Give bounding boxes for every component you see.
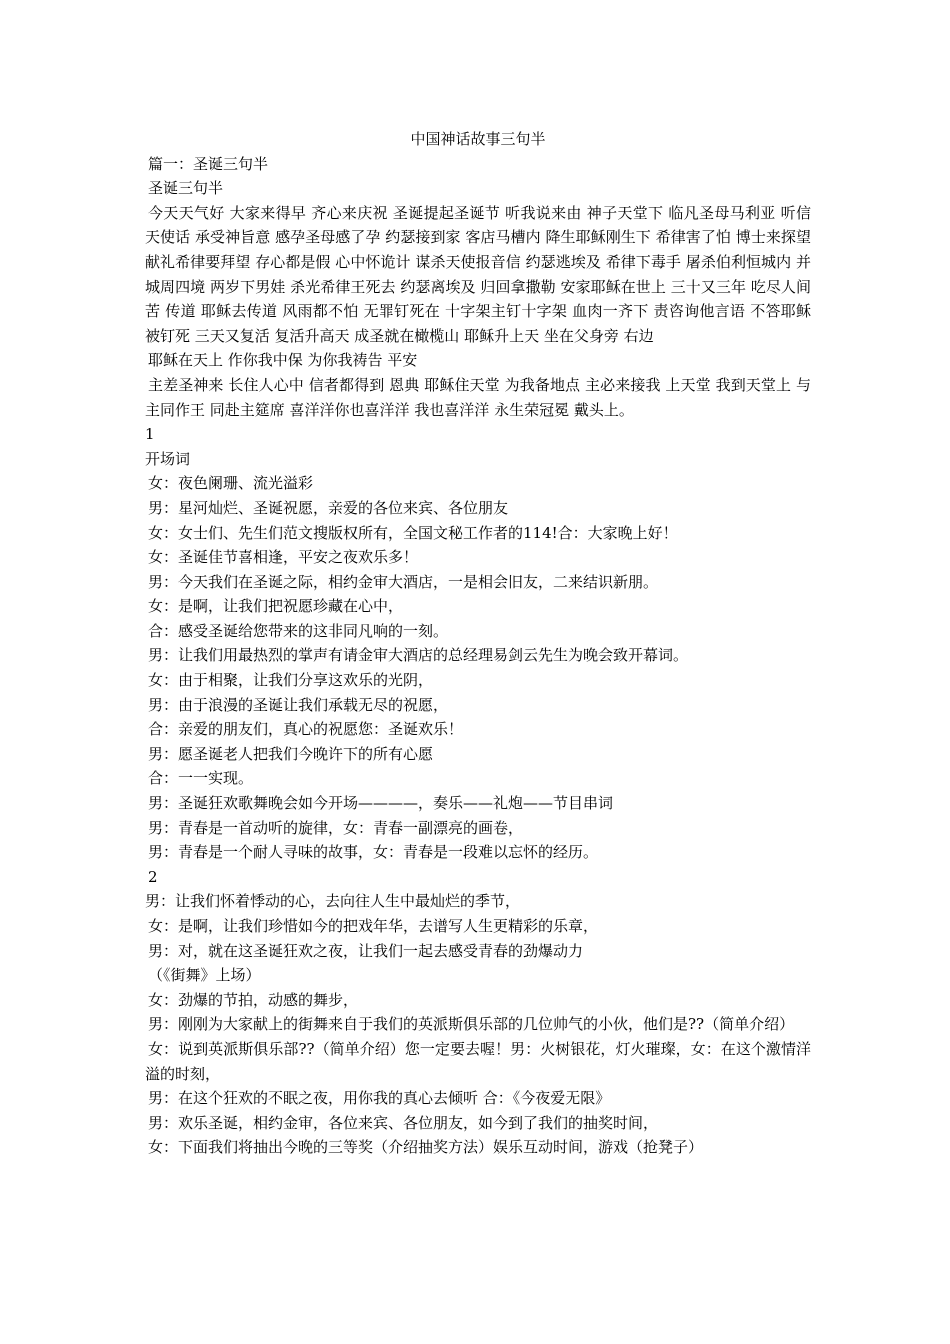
- paragraph: 男：欢乐圣诞，相约金审，各位来宾、各位朋友，如今到了我们的抽奖时间，: [148, 1113, 659, 1132]
- paragraph: 2: [148, 867, 158, 886]
- paragraph: 1: [145, 425, 155, 444]
- paragraph: 耶稣在天上 作你我中保 为你我祷告 平安: [148, 351, 418, 370]
- paragraph: 合：感受圣诞给您带来的这非同凡响的一刻。: [148, 621, 449, 640]
- paragraph: （《街舞》上场）: [148, 966, 261, 985]
- paragraph: 女：劲爆的节拍，动感的舞步，: [148, 990, 359, 1009]
- paragraph: 合：一一实现。: [148, 769, 254, 788]
- paragraph: 主差圣神来 长住人心中 信者都得到 恩典 耶稣住天堂 为我备地点 主必来接我 上天堂 我到天堂上 与主同作王 同赴主筵席 喜洋洋你也喜洋洋 我也喜洋洋 永生荣冠冕 戴头上。: [145, 375, 811, 419]
- paragraph: 合：亲爱的朋友们，真心的祝愿您：圣诞欢乐！: [148, 720, 464, 739]
- paragraph: 男：在这个狂欢的不眠之夜，用你我的真心去倾听 合：《今夜爱无限》: [148, 1089, 611, 1108]
- paragraph: 开场词: [145, 449, 191, 468]
- document-body: [145, 152, 811, 1160]
- paragraph: 圣诞三句半: [148, 179, 224, 198]
- paragraph: 男：让我们怀着悸动的心，去向往人生中最灿烂的季节，: [145, 892, 521, 911]
- paragraph: 男：由于浪漫的圣诞让我们承载无尽的祝愿，: [148, 695, 449, 714]
- paragraph: 男：让我们用最热烈的掌声有请金审大酒店的总经理易剑云先生为晚会致开幕词。: [148, 646, 689, 665]
- paragraph: 男：圣诞狂欢歌舞晚会如今开场————，奏乐——礼炮——节目串词: [148, 794, 614, 813]
- paragraph: 男：青春是一首动听的旋律，女：青春一副漂亮的画卷，: [148, 818, 524, 837]
- paragraph: 女：是啊，让我们把祝愿珍藏在心中，: [148, 597, 404, 616]
- paragraph: 男：青春是一个耐人寻味的故事，女：青春是一段难以忘怀的经历。: [148, 843, 599, 862]
- paragraph: 男：愿圣诞老人把我们今晚许下的所有心愿: [148, 744, 434, 763]
- paragraph: 女：说到英派斯俱乐部??（简单介绍）您一定要去喔！男：火树银花，灯火璀璨，女：在这个激情洋溢的时刻，: [145, 1039, 811, 1083]
- paragraph: 女：是啊，让我们珍惜如今的把戏年华，去谱写人生更精彩的乐章，: [148, 917, 599, 935]
- document-title: 中国神话故事三句半: [410, 130, 546, 148]
- paragraph: 女：夜色阑珊、流光溢彩: [148, 474, 314, 493]
- document-page: [145, 127, 811, 1160]
- paragraph: 男：今天我们在圣诞之际，相约金审大酒店，一是相会旧友，二来结识新朋。: [148, 572, 659, 591]
- paragraph: 女：圣诞佳节喜相逢，平安之夜欢乐多！: [148, 548, 419, 567]
- paragraph: 男：对，就在这圣诞狂欢之夜，让我们一起去感受青春的劲爆动力: [148, 941, 584, 960]
- paragraph: 篇一：圣诞三句半: [148, 154, 269, 173]
- paragraph: 男：星河灿烂、圣诞祝愿，亲爱的各位来宾、各位朋友: [148, 498, 509, 517]
- paragraph: 女：由于相聚，让我们分享这欢乐的光阴，: [148, 671, 434, 690]
- paragraph: 男：刚刚为大家献上的街舞来自于我们的英派斯俱乐部的几位帅气的小伙，他们是??（简单介绍）: [148, 1015, 795, 1034]
- paragraph: 今天天气好 大家来得早 齐心来庆祝 圣诞提起圣诞节 听我说来由 神子天堂下 临凡圣母马利亚 听信天使话 承受神旨意 感孕圣母感了孕 约瑟接到家 客店马槽内 降生耶稣刚生下 希律害了怕 博士来探望 献礼希律要拜望 存心都是假 心中怀诡计 谋杀天使报音信 约瑟逃埃及 希律下毒手 屠杀伯利恒城内 并城周四境 两岁下男娃 杀光希律王死去 约瑟离埃及 归回拿撒勒 安家耶稣在世上 三十又三年 吃尽人间苦 传道 耶稣去传道 风雨都不怕 无罪钉死在 十字架主钉十字架 血肉一齐下 责咨询他言语 不答耶稣被钉死 三天又复活 复活升高天 成圣就在橄榄山 耶稣升上天 坐在父身旁 右边: [145, 203, 811, 345]
- paragraph: 女：下面我们将抽出今晚的三等奖（介绍抽奖方法）娱乐互动时间，游戏（抢凳子）: [148, 1138, 704, 1157]
- paragraph: 女：女士们、先生们范文搜版权所有，全国文秘工作者的114!合：大家晚上好！: [148, 523, 678, 542]
